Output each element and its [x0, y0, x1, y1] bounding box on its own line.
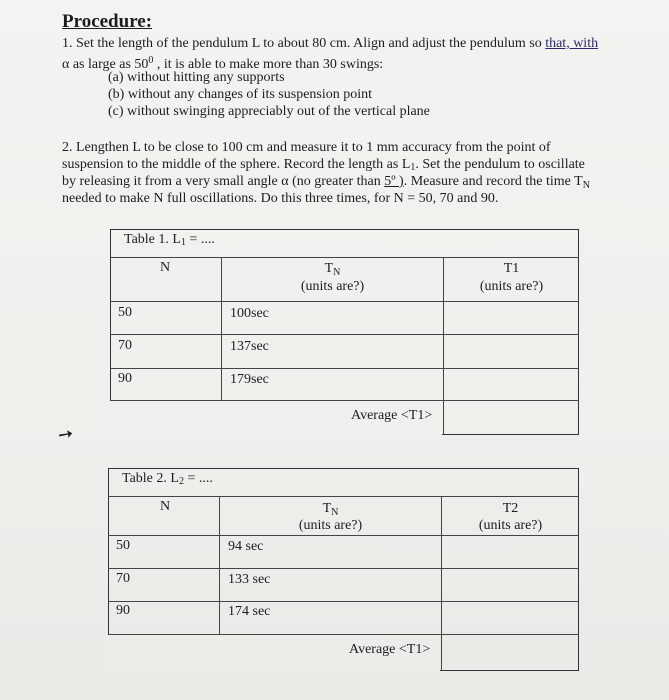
step1-item-a: (a) without hitting any supports: [108, 70, 285, 85]
step2-link[interactable]: 5º ): [384, 174, 404, 189]
pen-mark-icon: ➚: [53, 421, 78, 447]
table1-header-tn: $T_N$: [324, 261, 341, 278]
table1-row2-n: 70: [118, 338, 132, 353]
step2-line1: 2. Lengthen L to be close to 100 cm and measure it to 1 mm accuracy from the point of: [62, 140, 551, 155]
table1-row1-tn: 100sec: [230, 306, 269, 321]
table2-header-t: T2: [502, 501, 519, 516]
table2-row2-tn: 133 sec: [228, 572, 271, 587]
step2-line3: by releasing it from a very small angle α (no greater than 5º ). Measure and record the time $T_N$: [62, 174, 590, 191]
table1-header-tn-units: (units are?): [300, 279, 365, 294]
table2-rule: [108, 568, 579, 569]
table1-header-t: T1: [503, 261, 520, 276]
table2-row3-tn: 174 sec: [228, 604, 271, 619]
table2-rule: [108, 496, 579, 497]
step2-line4: needed to make N full oscillations. Do this three times, for N = 50, 70 and 90.: [62, 191, 499, 206]
table1-row3-n: 90: [118, 371, 132, 386]
table2-header-t-units: (units are?): [478, 518, 543, 533]
table1-rule: [110, 334, 579, 335]
table2-row1-n: 50: [116, 538, 130, 553]
table1-row2-tn: 137sec: [230, 339, 269, 354]
table2-row2-n: 70: [116, 571, 130, 586]
table1-header-t-units: (units are?): [479, 279, 544, 294]
table2-rule: [108, 601, 579, 602]
table1-average-label: Average <T1>: [351, 408, 433, 423]
table2-header-tn-units: (units are?): [298, 518, 363, 533]
table1-rule: [110, 368, 579, 369]
table2-header-tn: $T_N$: [322, 501, 339, 518]
table1-caption: Table 1. $L_1$ = ....: [124, 232, 215, 248]
step1-line1: 1. Set the length of the pendulum L to about 80 cm. Align and adjust the pendulum so that, with: [62, 36, 599, 51]
table1-row3-tn: 179sec: [230, 372, 269, 387]
table1-rule: [110, 301, 579, 302]
table2-header-n: N: [160, 499, 171, 514]
table2-row1-tn: 94 sec: [228, 539, 264, 554]
step1-link[interactable]: that, with: [545, 36, 599, 51]
step1-line2: α as large as $50^0$ , it is able to make more than 30 swings:: [62, 55, 384, 72]
page-title: Procedure:: [62, 11, 153, 32]
table2-row3-n: 90: [116, 603, 130, 618]
table2-rule: [108, 535, 579, 536]
step1-item-b: (b) without any changes of its suspension point: [108, 87, 373, 102]
table2-average-label: Average <T1>: [349, 642, 431, 657]
table2-caption: Table 2. $L_2$ = ....: [122, 471, 213, 487]
table1-row1-n: 50: [118, 305, 132, 320]
step2-line2: suspension to the middle of the sphere. Record the length as $L_1$. Set the pendulum to oscillate: [62, 157, 585, 173]
table1-rule: [110, 257, 579, 258]
table1-header-n: N: [160, 260, 171, 275]
step1-item-c: (c) without swinging appreciably out of the vertical plane: [108, 104, 430, 119]
